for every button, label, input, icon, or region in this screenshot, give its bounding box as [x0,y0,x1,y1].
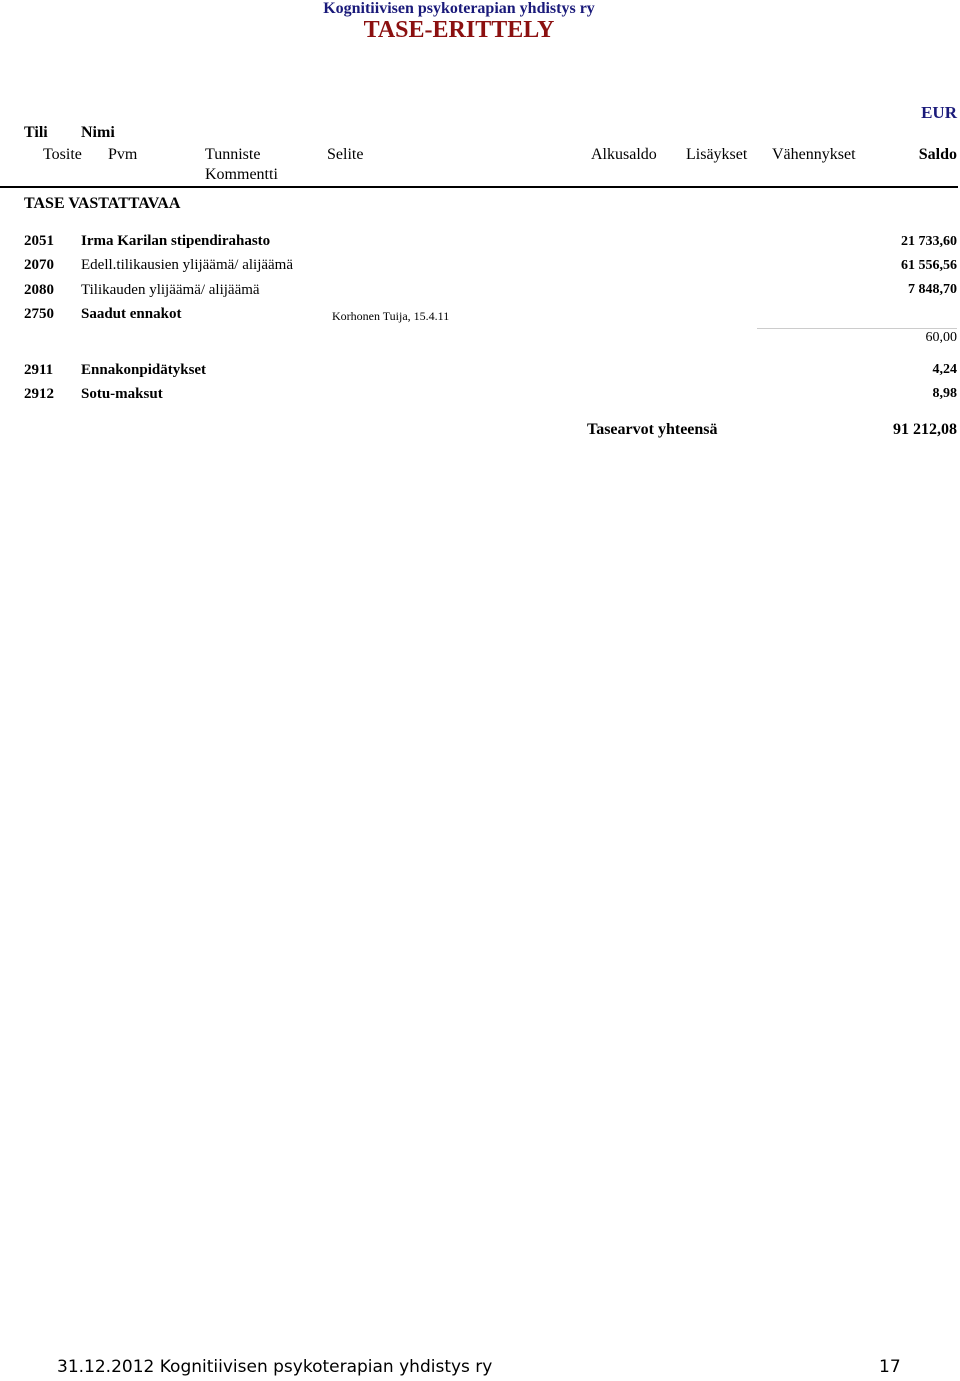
column-header-selite: Selite [327,146,364,163]
account-saldo: 61 556,56 [901,258,957,273]
column-header-saldo: Saldo [918,146,957,163]
account-saldo: 7 848,70 [908,282,957,297]
entry-note: Korhonen Tuija, 15.4.11 [332,309,450,323]
account-number: 2911 [24,362,54,378]
account-name: Tilikauden ylijäämä/ alijäämä [81,282,260,298]
column-header-lisaykset: Lisäykset [686,146,748,163]
column-header-kommentti: Kommentti [205,166,278,183]
account-number: 2750 [24,306,54,322]
account-saldo: 8,98 [932,386,957,401]
account-number: 2051 [24,233,54,249]
account-saldo: 21 733,60 [901,234,957,249]
currency-label: EUR [921,103,957,122]
page-footer: 31.12.2012 Kognitiivisen psykoterapian yhdistys ry [57,1357,493,1377]
page-number: 17 [879,1357,901,1377]
column-header-tili: Tili [24,124,48,141]
column-header-vahennykset: Vähennykset [772,146,856,163]
total-label: Tasearvot yhteensä [587,421,718,438]
column-header-alkusaldo: Alkusaldo [591,146,657,163]
account-name: Edell.tilikausien ylijäämä/ alijäämä [81,257,294,273]
account-number: 2912 [24,386,54,402]
account-name: Sotu-maksut [81,386,163,402]
column-header-nimi: Nimi [81,124,115,141]
total-value: 91 212,08 [893,421,957,438]
account-name: Saadut ennakot [81,306,182,322]
subtotal-divider [757,328,957,329]
column-header-pvm: Pvm [108,146,138,163]
account-number: 2070 [24,257,54,273]
column-header-tunniste: Tunniste [205,146,261,163]
report-title: TASE-ERITTELY [363,17,555,43]
account-subtotal: 60,00 [925,330,957,345]
column-header-tosite: Tosite [43,146,82,163]
section-title: TASE VASTATTAVAA [24,195,181,212]
account-name: Ennakonpidätykset [81,362,207,378]
account-name: Irma Karilan stipendirahasto [81,233,271,249]
account-number: 2080 [24,282,54,298]
organization-name: Kognitiivisen psykoterapian yhdistys ry [323,0,595,17]
account-saldo: 4,24 [932,362,957,377]
header-divider [0,186,958,188]
